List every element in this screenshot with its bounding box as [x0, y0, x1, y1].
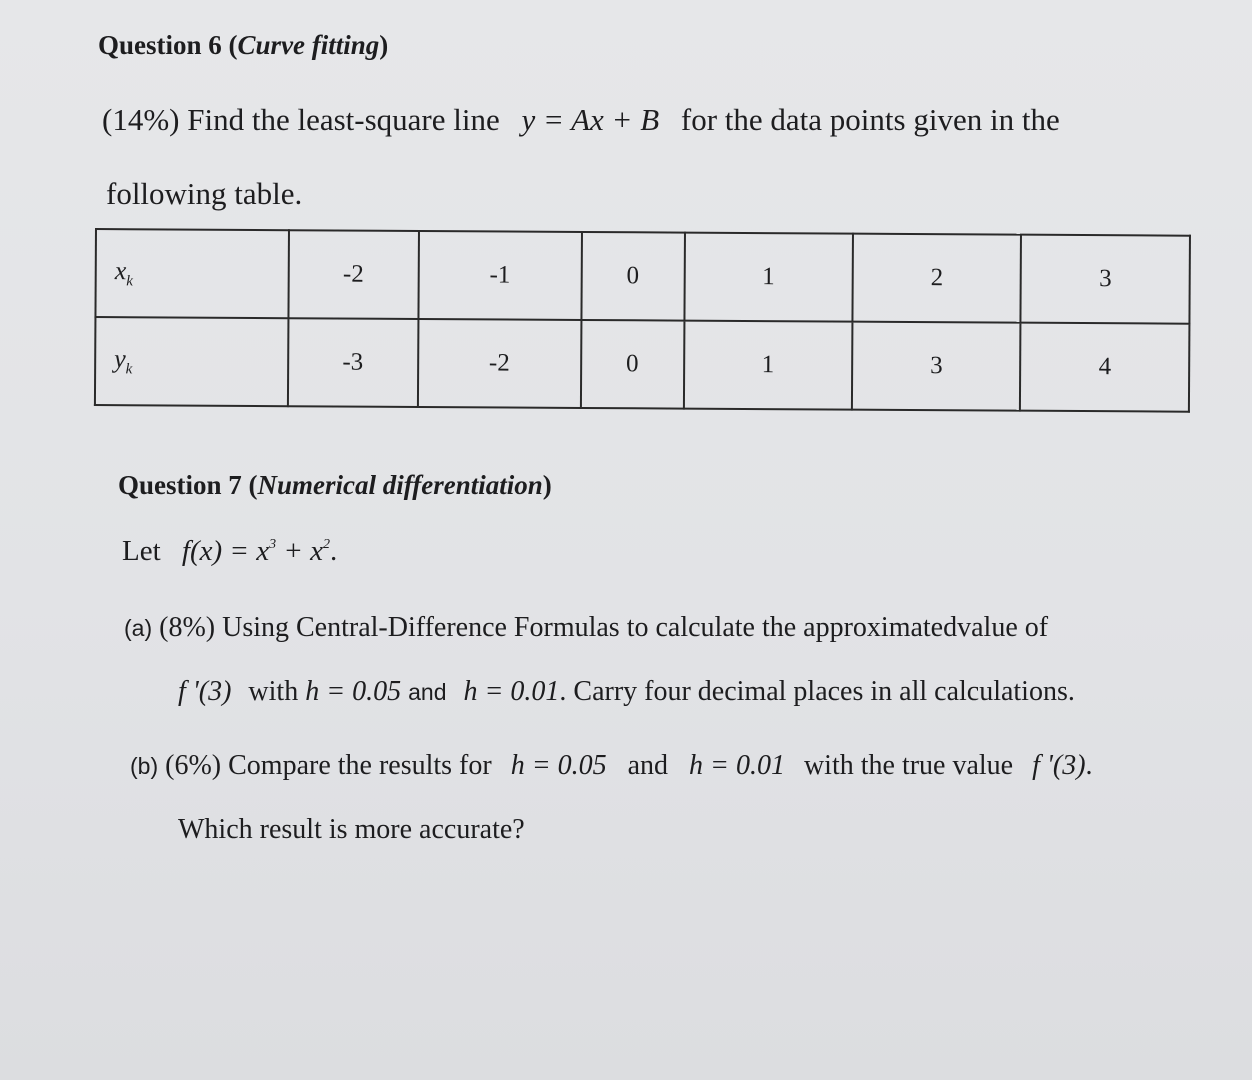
table-cell: 4	[1020, 323, 1189, 412]
table-cell: 0	[581, 320, 684, 409]
function-definition: $f(x) = x^3 + x^2$	[181, 535, 331, 567]
table-row	[95, 229, 1190, 324]
table-cell: 2	[852, 234, 1021, 323]
question-7-title: Question 7 (Numerical differentiation)	[118, 470, 552, 500]
question-6-title: Question 6 (Curve fitting)	[98, 30, 389, 60]
part-a-line1: (a) (8%) Using Central-Difference Formulas to calculate the approximatedvalue of	[124, 612, 1049, 643]
row-label-x: $x_k$	[95, 229, 288, 318]
table-cell: -3	[287, 318, 418, 407]
table-cell: 0	[581, 232, 684, 321]
question-7-definition: Let $f(x) = x^3 + x^2$.	[122, 535, 338, 567]
table-cell: 3	[1021, 235, 1190, 324]
line-equation: y = Ax + B	[521, 102, 660, 137]
table-cell: 1	[684, 233, 853, 322]
question-6-text-line2: following table.	[106, 176, 303, 211]
table-cell: -1	[418, 231, 582, 320]
points-percent: (14%)	[102, 102, 180, 137]
question-6-text-line1: (14%) Find the least-square line y = Ax + B for the data points given in the	[102, 102, 1060, 137]
question-topic: Curve fitting	[237, 30, 380, 60]
table-cell: 3	[852, 322, 1021, 411]
table-cell: -2	[288, 230, 419, 319]
part-b-line2: Which result is more accurate?	[178, 814, 525, 845]
question-label: Question 7	[118, 470, 242, 500]
question-label: Question 6	[98, 30, 222, 60]
row-label-y: $y_k$	[95, 317, 288, 406]
table-cell: -2	[418, 319, 582, 408]
part-a-line2: f '(3) with h = 0.05 and h = 0.01. Carry four decimal places in all calculations.	[178, 676, 1075, 707]
part-label: (b)	[130, 753, 159, 779]
derivative-expression: f '(3)	[178, 676, 232, 707]
question-topic: Numerical differentiation	[257, 470, 543, 500]
part-b-line1: (b) (6%) Compare the results for h = 0.05 and h = 0.01 with the true value f '(3).	[130, 750, 1093, 781]
data-table	[94, 228, 1191, 413]
part-label: (a)	[124, 615, 153, 641]
table-cell: 1	[683, 321, 852, 410]
derivative-expression: f '(3)	[1032, 750, 1086, 781]
table-row	[95, 317, 1190, 412]
